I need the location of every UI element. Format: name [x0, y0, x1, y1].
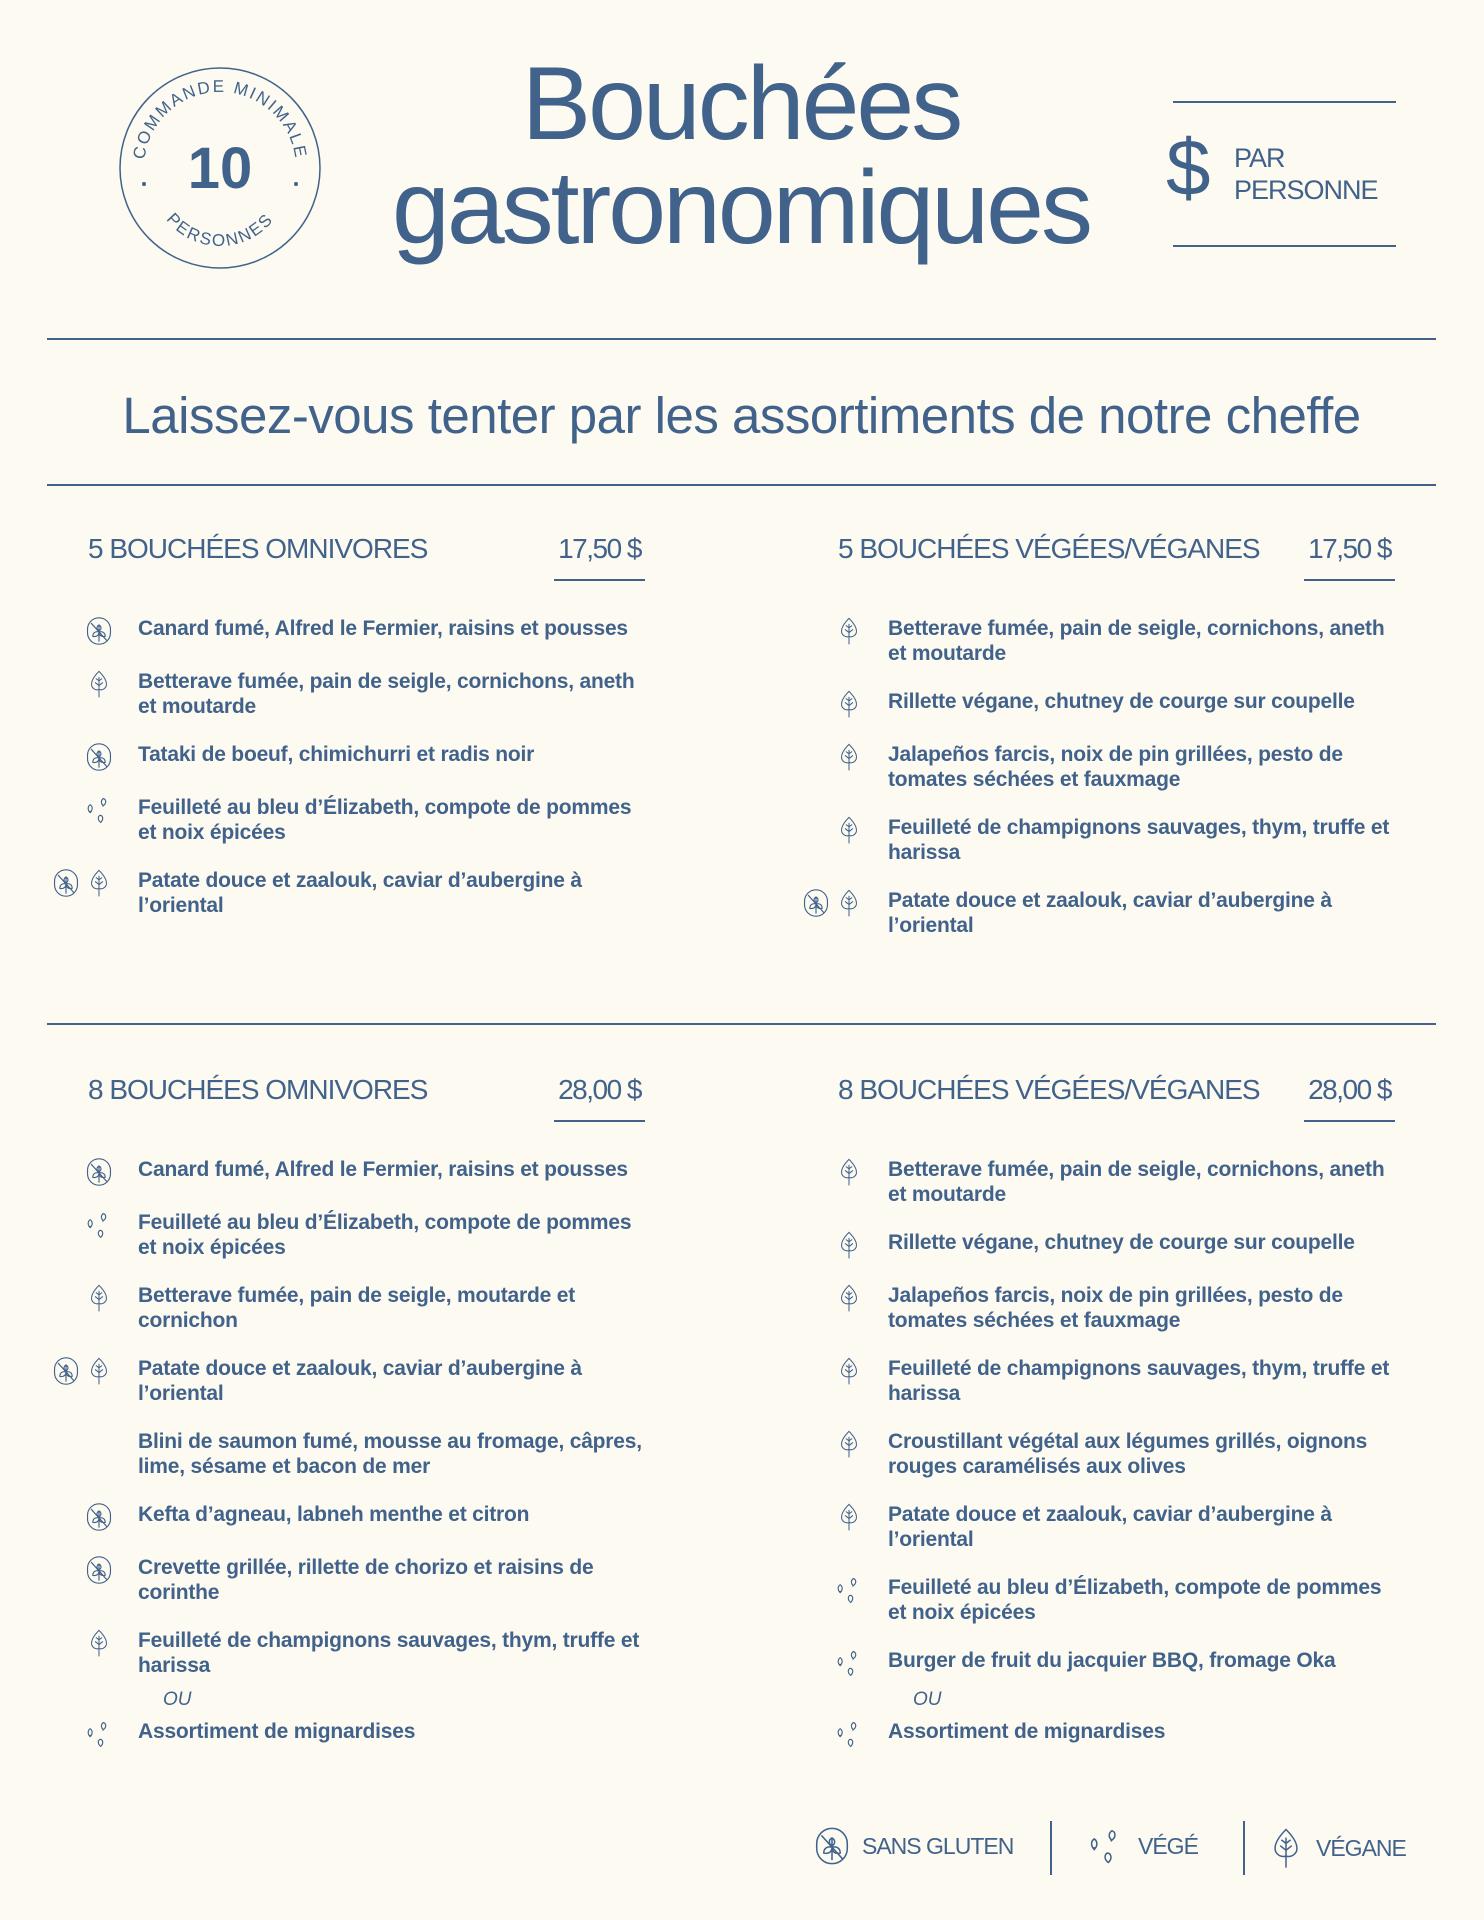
- vegan-icon: [84, 1356, 114, 1386]
- item-text: Canard fumé, Alfred le Fermier, raisins et pousses: [138, 1158, 628, 1181]
- list-item: [25, 1628, 645, 1678]
- legend-vegan: [1268, 1826, 1406, 1870]
- divider: [47, 338, 1436, 340]
- vegan-icon: [1268, 1826, 1304, 1870]
- diet-icons: [775, 1157, 864, 1187]
- list-item: [775, 1356, 1395, 1406]
- list-item: [775, 1157, 1395, 1207]
- gluten-free-icon: [84, 1555, 114, 1585]
- dollar-sign: $: [1166, 123, 1211, 212]
- item-text: Assortiment de mignardises: [138, 1720, 416, 1743]
- item-text: Patate douce et zaalouk, caviar d’aubergine à l’oriental: [138, 1357, 582, 1405]
- per-person-label: [1234, 142, 1378, 206]
- section-title: 5 BOUCHÉES VÉGÉES/VÉGANES: [838, 533, 1260, 564]
- diet-icons: [25, 1628, 114, 1658]
- diet-icons: [775, 1429, 864, 1459]
- vegan-icon: [834, 689, 864, 719]
- diet-icons: [775, 616, 864, 646]
- list-item: [25, 616, 645, 646]
- minimum-order-badge: [118, 66, 322, 270]
- section-header: [775, 533, 1395, 593]
- item-text: Feuilleté au bleu d’Élizabeth, compote de pommes et noix épicées: [138, 796, 632, 844]
- list-item: [775, 1429, 1395, 1479]
- gluten-free-icon: [84, 742, 114, 772]
- item-text: Jalapeños farcis, noix de pin grillées, pesto de tomates séchées et fauxmage: [888, 743, 1343, 791]
- section-5-omnivores: [25, 533, 645, 941]
- item-text: Croustillant végétal aux légumes grillés, oignons rouges caramélisés aux olives: [888, 1430, 1368, 1478]
- page-title: [330, 46, 1152, 266]
- list-item: [25, 1210, 645, 1260]
- legend-label: SANS GLUTEN: [862, 1832, 1014, 1859]
- list-item: [25, 1356, 645, 1406]
- list-item: [775, 1719, 1395, 1749]
- list-item: [25, 868, 645, 918]
- item-text: Feuilleté au bleu d’Élizabeth, compote de pommes et noix épicées: [888, 1576, 1382, 1624]
- diet-icons: [25, 1283, 114, 1313]
- diet-icons: [25, 868, 114, 898]
- vege-icon: [84, 795, 114, 825]
- diet-icons: [775, 1356, 864, 1386]
- vege-icon: [84, 1719, 114, 1749]
- item-text: Feuilleté au bleu d’Élizabeth, compote de pommes et noix épicées: [138, 1211, 632, 1259]
- item-text: Burger de fruit du jacquier BBQ, fromage Oka: [888, 1649, 1336, 1672]
- section-8-vege-vegan: [775, 1074, 1395, 1772]
- item-text: Jalapeños farcis, noix de pin grillées, pesto de tomates séchées et fauxmage: [888, 1284, 1343, 1332]
- section-price: 28,00 $: [1304, 1074, 1395, 1122]
- diet-icons: [25, 1356, 114, 1386]
- list-item: [775, 1648, 1395, 1678]
- item-text: Tataki de boeuf, chimichurri et radis noir: [138, 743, 535, 766]
- legend-divider: [1050, 1821, 1052, 1875]
- item-text: Feuilleté de champignons sauvages, thym, truffe et harissa: [138, 1629, 640, 1677]
- list-item: [775, 815, 1395, 865]
- vegan-icon: [84, 868, 114, 898]
- diet-icons: [775, 742, 864, 772]
- list-item: [25, 669, 645, 719]
- diet-icons: [25, 669, 114, 699]
- section-5-vege-vegan: [775, 533, 1395, 961]
- section-title: 8 BOUCHÉES VÉGÉES/VÉGANES: [838, 1074, 1260, 1105]
- diet-icons: [25, 795, 114, 825]
- diet-icons: [25, 742, 114, 772]
- item-text: Rillette végane, chutney de courge sur coupelle: [888, 1231, 1355, 1254]
- item-list: [775, 1157, 1395, 1749]
- list-item: [775, 888, 1395, 938]
- diet-icons: [775, 689, 864, 719]
- item-text: Patate douce et zaalouk, caviar d’aubergine à l’oriental: [138, 869, 582, 917]
- gluten-free-icon: [51, 868, 81, 898]
- vege-icon: [834, 1648, 864, 1678]
- legend-gluten-free: [814, 1826, 1013, 1866]
- diet-icons: [25, 1210, 114, 1240]
- diet-icons: [775, 815, 864, 845]
- price-divider-bottom: [1173, 245, 1396, 247]
- vegan-icon: [834, 1157, 864, 1187]
- section-header: [775, 1074, 1395, 1134]
- vegan-icon: [834, 1502, 864, 1532]
- title-line-2: gastronomiques: [392, 150, 1090, 266]
- gluten-free-icon: [84, 1502, 114, 1532]
- section-title: 5 BOUCHÉES OMNIVORES: [88, 533, 428, 564]
- item-text: Assortiment de mignardises: [888, 1720, 1166, 1743]
- list-item: [25, 1283, 645, 1333]
- divider: [47, 484, 1436, 486]
- list-item: [25, 1429, 645, 1479]
- item-text: Feuilleté de champignons sauvages, thym, truffe et harissa: [888, 816, 1390, 864]
- vegan-icon: [834, 1356, 864, 1386]
- list-item: [25, 795, 645, 845]
- person-label: PERSONNE: [1234, 175, 1378, 205]
- gluten-free-icon: [814, 1826, 850, 1866]
- divider: [47, 1023, 1436, 1025]
- diet-icons: [775, 1283, 864, 1313]
- item-text: Betterave fumée, pain de seigle, cornichons, aneth et moutarde: [888, 1158, 1385, 1206]
- svg-text:PERSONNES: [163, 209, 277, 250]
- diet-icons: [25, 1502, 114, 1532]
- badge-top-text: COMMANDE MINIMALE: [129, 76, 311, 161]
- item-text: Blini de saumon fumé, mousse au fromage, câpres, lime, sésame et bacon de mer: [138, 1430, 642, 1478]
- item-text: Betterave fumée, pain de seigle, cornichons, aneth et moutarde: [888, 617, 1385, 665]
- list-item: [775, 1230, 1395, 1260]
- price-divider-top: [1173, 101, 1396, 103]
- list-item: [25, 1502, 645, 1532]
- vegan-icon: [834, 1230, 864, 1260]
- item-text: Kefta d’agneau, labneh menthe et citron: [138, 1503, 530, 1526]
- item-text: Patate douce et zaalouk, caviar d’aubergine à l’oriental: [888, 889, 1332, 937]
- vege-icon: [84, 1210, 114, 1240]
- item-text: Feuilleté de champignons sauvages, thym, truffe et harissa: [888, 1357, 1390, 1405]
- item-text: Betterave fumée, pain de seigle, moutarde et cornichon: [138, 1284, 576, 1332]
- vege-icon: [834, 1719, 864, 1749]
- legend-vege: [1086, 1826, 1198, 1866]
- section-title: 8 BOUCHÉES OMNIVORES: [88, 1074, 428, 1105]
- section-header: [25, 1074, 645, 1134]
- vegan-icon: [834, 742, 864, 772]
- item-text: Canard fumé, Alfred le Fermier, raisins et pousses: [138, 617, 628, 640]
- vege-icon: [1086, 1826, 1126, 1866]
- diet-icons: [775, 1502, 864, 1532]
- list-item: [25, 742, 645, 772]
- diet-icons: [25, 1719, 114, 1749]
- section-price: 17,50 $: [1304, 533, 1395, 581]
- item-text: Crevette grillée, rillette de chorizo et raisins de corinthe: [138, 1556, 594, 1604]
- legend-label: VÉGANE: [1316, 1834, 1406, 1861]
- diet-icons: [775, 1575, 864, 1605]
- diet-icons: [775, 888, 864, 918]
- gluten-free-icon: [801, 888, 831, 918]
- gluten-free-icon: [84, 616, 114, 646]
- diet-icons: [775, 1648, 864, 1678]
- list-item: [25, 1555, 645, 1605]
- gluten-free-icon: [84, 1157, 114, 1187]
- or-separator: OU: [163, 1689, 192, 1710]
- item-text: Betterave fumée, pain de seigle, cornichons, aneth et moutarde: [138, 670, 635, 718]
- list-item: [775, 742, 1395, 792]
- list-item: [775, 616, 1395, 666]
- vegan-icon: [84, 1628, 114, 1658]
- subtitle: Laissez-vous tenter par les assortiments de notre cheffe: [122, 387, 1361, 444]
- diet-icons: [25, 616, 114, 646]
- badge-number: 10: [187, 136, 253, 201]
- list-item: [775, 1283, 1395, 1333]
- list-item: [775, 1502, 1395, 1552]
- vege-icon: [834, 1575, 864, 1605]
- list-item: [25, 1719, 645, 1749]
- vegan-icon: [834, 1429, 864, 1459]
- section-8-omnivores: [25, 1074, 645, 1772]
- section-header: [25, 533, 645, 593]
- item-list: [25, 616, 645, 918]
- list-item: [25, 1157, 645, 1187]
- diet-icons: [775, 1230, 864, 1260]
- title-line-1: Bouchées: [521, 46, 961, 162]
- vegan-icon: [84, 1283, 114, 1313]
- list-item: [775, 1575, 1395, 1625]
- section-price: 28,00 $: [554, 1074, 645, 1122]
- diet-icons: [775, 1719, 864, 1749]
- badge-bottom-text: PERSONNES: [162, 209, 278, 251]
- or-separator: OU: [913, 1689, 942, 1710]
- vegan-icon: [834, 888, 864, 918]
- gluten-free-icon: [51, 1356, 81, 1386]
- item-text: Rillette végane, chutney de courge sur coupelle: [888, 690, 1355, 713]
- vegan-icon: [834, 616, 864, 646]
- diet-icons: [25, 1157, 114, 1187]
- legend-divider: [1243, 1821, 1245, 1875]
- item-list: [775, 616, 1395, 938]
- vegan-icon: [834, 815, 864, 845]
- item-list: [25, 1157, 645, 1749]
- vegan-icon: [84, 669, 114, 699]
- vegan-icon: [834, 1283, 864, 1313]
- item-text: Patate douce et zaalouk, caviar d’aubergine à l’oriental: [888, 1503, 1332, 1551]
- list-item: [775, 689, 1395, 719]
- legend-label: VÉGÉ: [1138, 1832, 1198, 1859]
- diet-icons: [25, 1555, 114, 1585]
- section-price: 17,50 $: [554, 533, 645, 581]
- per-label: PAR: [1234, 143, 1285, 173]
